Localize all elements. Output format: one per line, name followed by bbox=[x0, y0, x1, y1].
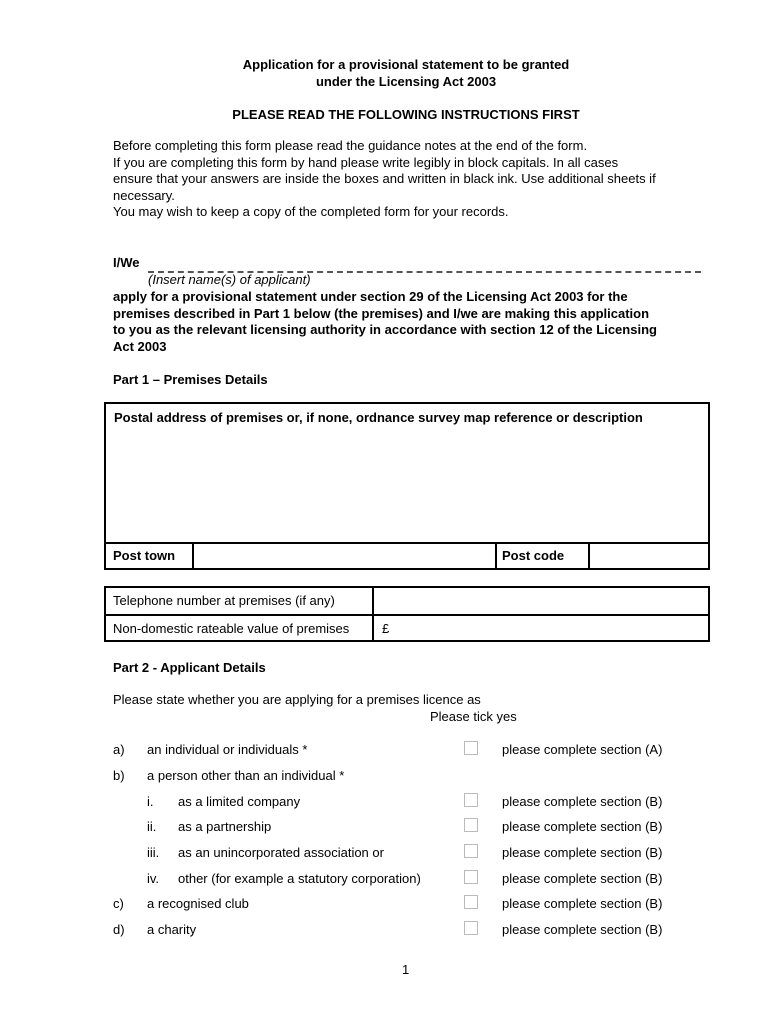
intro-line: necessary. bbox=[113, 187, 175, 203]
option-marker: iii. bbox=[147, 845, 160, 860]
option-club-label: a recognised club bbox=[147, 896, 249, 911]
option-partnership-checkbox[interactable] bbox=[464, 818, 478, 832]
form-title-line1: Application for a provisional statement to be granted bbox=[242, 57, 570, 72]
option-limited-company-label: as a limited company bbox=[178, 794, 301, 809]
option-marker: i. bbox=[147, 794, 154, 809]
statement-line: premises described in Part 1 below (the premises) and I/we are making this application bbox=[113, 305, 650, 321]
option-unincorporated-label: as an unincorporated association or bbox=[178, 845, 384, 860]
intro-line: Before completing this form please read the guidance notes at the end of the form. bbox=[113, 138, 588, 153]
option-statutory-label: other (for example a statutory corporation) bbox=[178, 871, 421, 886]
applicant-hint: (Insert name(s) of applicant) bbox=[148, 272, 311, 287]
option-note: please complete section (A) bbox=[502, 742, 663, 757]
option-club-checkbox[interactable] bbox=[464, 895, 478, 909]
option-other-person-label: a person other than an individual * bbox=[147, 768, 345, 783]
option-note: please complete section (B) bbox=[502, 896, 663, 911]
post-town-label: Post town bbox=[113, 548, 176, 563]
option-marker: iv. bbox=[147, 871, 160, 886]
address-input-area[interactable] bbox=[106, 434, 708, 542]
part2-intro: Please state whether you are applying for a premises licence as bbox=[113, 692, 481, 707]
intro-paragraph bbox=[113, 138, 713, 221]
premises-details-table bbox=[104, 586, 710, 642]
option-charity-checkbox[interactable] bbox=[464, 921, 478, 935]
option-partnership-label: as a partnership bbox=[178, 819, 272, 834]
option-individual-checkbox[interactable] bbox=[464, 741, 478, 755]
applicant-statement bbox=[113, 289, 733, 355]
premises-address-box bbox=[104, 402, 710, 570]
applicant-label: I/We bbox=[113, 255, 140, 270]
intro-line: You may wish to keep a copy of the completed form for your records. bbox=[113, 204, 509, 219]
statement-line: Act 2003 bbox=[113, 338, 167, 354]
telephone-label: Telephone number at premises (if any) bbox=[113, 593, 335, 608]
tick-hint: Please tick yes bbox=[430, 709, 517, 724]
rateable-row bbox=[106, 614, 708, 640]
post-code-input[interactable] bbox=[590, 544, 708, 568]
divider bbox=[495, 544, 497, 568]
instructions-heading: PLEASE READ THE FOLLOWING INSTRUCTIONS FIRST bbox=[232, 107, 580, 122]
rateable-label: Non-domestic rateable value of premises bbox=[113, 621, 350, 636]
option-marker: c) bbox=[113, 896, 124, 911]
option-note: please complete section (B) bbox=[502, 871, 663, 886]
option-note: please complete section (B) bbox=[502, 794, 663, 809]
intro-line: ensure that your answers are inside the boxes and written in black ink. Use additional sheets if bbox=[113, 171, 656, 186]
option-marker: a) bbox=[113, 742, 125, 757]
post-row bbox=[106, 542, 708, 568]
option-note: please complete section (B) bbox=[502, 845, 663, 860]
option-individual-label: an individual or individuals * bbox=[147, 742, 308, 757]
option-unincorporated-checkbox[interactable] bbox=[464, 844, 478, 858]
option-note: please complete section (B) bbox=[502, 922, 663, 937]
option-limited-company-checkbox[interactable] bbox=[464, 793, 478, 807]
part1-heading: Part 1 – Premises Details bbox=[113, 372, 268, 387]
option-marker: ii. bbox=[147, 819, 157, 834]
option-statutory-checkbox[interactable] bbox=[464, 870, 478, 884]
option-marker: b) bbox=[113, 768, 125, 783]
divider bbox=[372, 616, 374, 640]
post-town-input[interactable] bbox=[194, 544, 494, 568]
option-marker: d) bbox=[113, 922, 125, 937]
option-note: please complete section (B) bbox=[502, 819, 663, 834]
part2-heading: Part 2 - Applicant Details bbox=[113, 660, 266, 675]
post-code-label: Post code bbox=[502, 548, 565, 563]
statement-line: to you as the relevant licensing authority in accordance with section 12 of the Licensing bbox=[113, 322, 657, 337]
address-label: Postal address of premises or, if none, ordnance survey map reference or description bbox=[114, 410, 643, 425]
statement-line: apply for a provisional statement under section 29 of the Licensing Act 2003 for the bbox=[113, 289, 628, 304]
option-charity-label: a charity bbox=[147, 922, 197, 937]
intro-line: If you are completing this form by hand please write legibly in block capitals. In all cases bbox=[113, 154, 619, 170]
telephone-row bbox=[106, 588, 708, 614]
form-title-line2: under the Licensing Act 2003 bbox=[315, 74, 497, 89]
telephone-input[interactable] bbox=[374, 588, 708, 614]
page-number: 1 bbox=[402, 962, 410, 977]
rateable-input[interactable]: £ bbox=[382, 621, 390, 636]
